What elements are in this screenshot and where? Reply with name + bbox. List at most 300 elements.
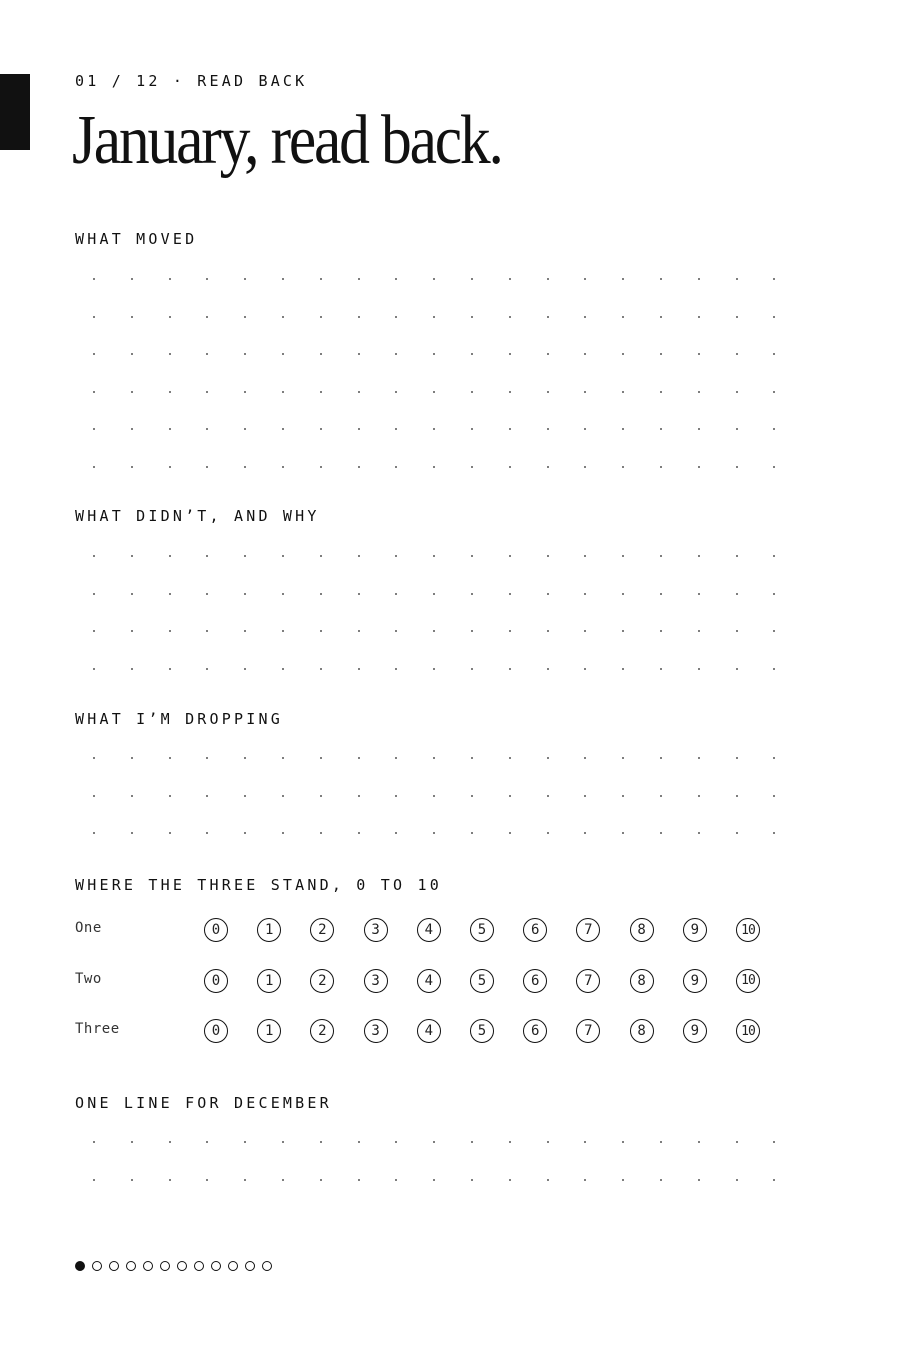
grid-dot: [206, 668, 208, 670]
page-dot-9[interactable]: [211, 1261, 221, 1271]
grid-dot: [622, 316, 624, 318]
grid-dot: [584, 1141, 586, 1143]
grid-dot: [433, 555, 435, 557]
score-option-3[interactable]: 3: [364, 1019, 388, 1043]
grid-dot: [698, 593, 700, 595]
grid-dot: [584, 757, 586, 759]
grid-dot: [206, 555, 208, 557]
grid-dot: [320, 1179, 322, 1181]
grid-dot: [244, 795, 246, 797]
grid-dot: [169, 668, 171, 670]
score-option-9[interactable]: 9: [683, 969, 707, 993]
grid-dot: [358, 316, 360, 318]
grid-dot: [471, 630, 473, 632]
score-option-5[interactable]: 5: [470, 918, 494, 942]
grid-dot: [358, 757, 360, 759]
grid-dot: [93, 757, 95, 759]
section-label-what-didnt: WHAT DIDN’T, AND WHY: [75, 507, 320, 525]
grid-dot: [471, 593, 473, 595]
grid-dot: [282, 832, 284, 834]
grid-dot: [547, 353, 549, 355]
score-option-6[interactable]: 6: [523, 969, 547, 993]
dot-line[interactable]: [75, 630, 787, 668]
grid-dot: [395, 428, 397, 430]
grid-dot: [169, 466, 171, 468]
grid-dot: [320, 795, 322, 797]
grid-dot: [93, 795, 95, 797]
score-option-2[interactable]: 2: [310, 969, 334, 993]
grid-dot: [547, 555, 549, 557]
dot-line[interactable]: [75, 353, 787, 391]
grid-dot: [698, 795, 700, 797]
grid-dot: [622, 555, 624, 557]
grid-dot: [547, 757, 549, 759]
grid-dot: [433, 593, 435, 595]
grid-dot: [395, 832, 397, 834]
grid-dot: [244, 428, 246, 430]
score-option-0[interactable]: 0: [204, 1019, 228, 1043]
grid-dot: [622, 593, 624, 595]
dot-line[interactable]: [75, 593, 787, 631]
page-dot-1[interactable]: [75, 1261, 85, 1271]
grid-dot: [622, 466, 624, 468]
grid-dot: [395, 555, 397, 557]
grid-dot: [698, 278, 700, 280]
grid-dot: [509, 316, 511, 318]
grid-dot: [93, 1179, 95, 1181]
grid-dot: [433, 353, 435, 355]
grid-dot: [131, 630, 133, 632]
grid-dot: [547, 668, 549, 670]
grid-dot: [169, 316, 171, 318]
grid-dot: [320, 832, 322, 834]
grid-dot: [282, 795, 284, 797]
grid-dot: [471, 391, 473, 393]
dot-line[interactable]: [75, 555, 787, 593]
grid-dot: [773, 391, 775, 393]
grid-dot: [244, 316, 246, 318]
page-dot-5[interactable]: [143, 1261, 153, 1271]
writing-area-december[interactable]: [75, 1141, 787, 1216]
score-option-1[interactable]: 1: [257, 1019, 281, 1043]
grid-dot: [320, 316, 322, 318]
grid-dot: [131, 593, 133, 595]
grid-dot: [206, 428, 208, 430]
grid-dot: [395, 593, 397, 595]
grid-dot: [509, 795, 511, 797]
grid-dot: [773, 1141, 775, 1143]
grid-dot: [320, 593, 322, 595]
grid-dot: [206, 593, 208, 595]
grid-dot: [698, 391, 700, 393]
grid-dot: [584, 555, 586, 557]
dot-line[interactable]: [75, 428, 787, 466]
grid-dot: [584, 466, 586, 468]
grid-dot: [622, 1179, 624, 1181]
score-option-6[interactable]: 6: [523, 1019, 547, 1043]
grid-dot: [169, 832, 171, 834]
grid-dot: [509, 1179, 511, 1181]
grid-dot: [471, 316, 473, 318]
score-option-10[interactable]: 10: [736, 1019, 760, 1043]
grid-dot: [698, 353, 700, 355]
grid-dot: [320, 353, 322, 355]
grid-dot: [433, 278, 435, 280]
grid-dot: [433, 316, 435, 318]
grid-dot: [206, 466, 208, 468]
grid-dot: [131, 466, 133, 468]
grid-dot: [547, 466, 549, 468]
grid-dot: [660, 757, 662, 759]
page-dot-12[interactable]: [262, 1261, 272, 1271]
grid-dot: [736, 795, 738, 797]
grid-dot: [169, 630, 171, 632]
grid-dot: [206, 757, 208, 759]
grid-dot: [509, 668, 511, 670]
grid-dot: [131, 391, 133, 393]
grid-dot: [622, 391, 624, 393]
grid-dot: [622, 795, 624, 797]
dot-line[interactable]: [75, 1179, 787, 1217]
grid-dot: [584, 278, 586, 280]
score-option-6[interactable]: 6: [523, 918, 547, 942]
grid-dot: [93, 466, 95, 468]
score-option-10[interactable]: 10: [736, 969, 760, 993]
grid-dot: [622, 353, 624, 355]
grid-dot: [660, 795, 662, 797]
grid-dot: [244, 1141, 246, 1143]
grid-dot: [471, 795, 473, 797]
grid-dot: [773, 757, 775, 759]
grid-dot: [320, 555, 322, 557]
grid-dot: [282, 1141, 284, 1143]
grid-dot: [584, 832, 586, 834]
grid-dot: [547, 1141, 549, 1143]
grid-dot: [131, 316, 133, 318]
score-option-7[interactable]: 7: [576, 969, 600, 993]
grid-dot: [395, 1179, 397, 1181]
grid-dot: [131, 353, 133, 355]
page-dot-8[interactable]: [194, 1261, 204, 1271]
grid-dot: [773, 466, 775, 468]
dot-line[interactable]: [75, 316, 787, 354]
grid-dot: [584, 630, 586, 632]
grid-dot: [395, 278, 397, 280]
grid-dot: [736, 630, 738, 632]
grid-dot: [773, 668, 775, 670]
page-dot-7[interactable]: [177, 1261, 187, 1271]
section-label-december: ONE LINE FOR DECEMBER: [75, 1094, 332, 1112]
grid-dot: [736, 316, 738, 318]
section-label-what-moved: WHAT MOVED: [75, 230, 198, 248]
grid-dot: [736, 391, 738, 393]
grid-dot: [282, 428, 284, 430]
score-option-1[interactable]: 1: [257, 918, 281, 942]
score-option-10[interactable]: 10: [736, 918, 760, 942]
grid-dot: [547, 630, 549, 632]
grid-dot: [93, 832, 95, 834]
grid-dot: [206, 1141, 208, 1143]
page-title: January, read back.: [72, 102, 502, 179]
grid-dot: [358, 832, 360, 834]
grid-dot: [206, 316, 208, 318]
grid-dot: [244, 278, 246, 280]
writing-area-what-moved[interactable]: [75, 278, 787, 503]
grid-dot: [358, 428, 360, 430]
grid-dot: [93, 593, 95, 595]
grid-dot: [509, 278, 511, 280]
grid-dot: [169, 1179, 171, 1181]
grid-dot: [169, 391, 171, 393]
grid-dot: [206, 391, 208, 393]
dot-line[interactable]: [75, 1141, 787, 1179]
page-dot-10[interactable]: [228, 1261, 238, 1271]
grid-dot: [584, 428, 586, 430]
grid-dot: [320, 757, 322, 759]
grid-dot: [433, 668, 435, 670]
grid-dot: [93, 428, 95, 430]
score-option-4[interactable]: 4: [417, 1019, 441, 1043]
grid-dot: [773, 832, 775, 834]
grid-dot: [282, 593, 284, 595]
grid-dot: [433, 428, 435, 430]
score-option-2[interactable]: 2: [310, 918, 334, 942]
grid-dot: [282, 466, 284, 468]
grid-dot: [93, 353, 95, 355]
grid-dot: [131, 555, 133, 557]
grid-dot: [169, 428, 171, 430]
dot-line[interactable]: [75, 466, 787, 504]
score-option-2[interactable]: 2: [310, 1019, 334, 1043]
score-option-4[interactable]: 4: [417, 918, 441, 942]
writing-area-what-didnt[interactable]: [75, 555, 787, 705]
dot-line[interactable]: [75, 757, 787, 795]
score-option-5[interactable]: 5: [470, 969, 494, 993]
grid-dot: [471, 1141, 473, 1143]
grid-dot: [660, 832, 662, 834]
grid-dot: [509, 353, 511, 355]
grid-dot: [244, 832, 246, 834]
grid-dot: [244, 466, 246, 468]
grid-dot: [320, 630, 322, 632]
grid-dot: [93, 555, 95, 557]
score-option-8[interactable]: 8: [630, 918, 654, 942]
grid-dot: [622, 668, 624, 670]
grid-dot: [282, 316, 284, 318]
grid-dot: [736, 832, 738, 834]
grid-dot: [736, 668, 738, 670]
grid-dot: [471, 668, 473, 670]
grid-dot: [433, 466, 435, 468]
grid-dot: [395, 466, 397, 468]
grid-dot: [547, 1179, 549, 1181]
grid-dot: [358, 1141, 360, 1143]
dot-line[interactable]: [75, 391, 787, 429]
grid-dot: [244, 391, 246, 393]
grid-dot: [93, 278, 95, 280]
grid-dot: [395, 630, 397, 632]
score-row-one: [75, 918, 775, 946]
grid-dot: [660, 630, 662, 632]
grid-dot: [509, 630, 511, 632]
grid-dot: [584, 668, 586, 670]
grid-dot: [736, 428, 738, 430]
grid-dot: [773, 795, 775, 797]
grid-dot: [395, 353, 397, 355]
grid-dot: [660, 593, 662, 595]
grid-dot: [773, 316, 775, 318]
grid-dot: [320, 466, 322, 468]
page-dot-4[interactable]: [126, 1261, 136, 1271]
score-row-three: [75, 1019, 775, 1047]
grid-dot: [358, 1179, 360, 1181]
grid-dot: [509, 466, 511, 468]
grid-dot: [320, 278, 322, 280]
section-label-dropping: WHAT I’M DROPPING: [75, 710, 283, 728]
grid-dot: [622, 832, 624, 834]
grid-dot: [584, 795, 586, 797]
grid-dot: [509, 593, 511, 595]
grid-dot: [584, 593, 586, 595]
grid-dot: [433, 630, 435, 632]
score-option-9[interactable]: 9: [683, 1019, 707, 1043]
grid-dot: [433, 757, 435, 759]
grid-dot: [584, 353, 586, 355]
grid-dot: [131, 1141, 133, 1143]
grid-dot: [471, 1179, 473, 1181]
grid-dot: [358, 466, 360, 468]
grid-dot: [471, 278, 473, 280]
grid-dot: [206, 630, 208, 632]
month-tab-marker: [0, 74, 30, 150]
grid-dot: [547, 391, 549, 393]
grid-dot: [584, 1179, 586, 1181]
grid-dot: [169, 353, 171, 355]
grid-dot: [773, 428, 775, 430]
dot-line[interactable]: [75, 795, 787, 833]
grid-dot: [509, 391, 511, 393]
score-option-3[interactable]: 3: [364, 918, 388, 942]
grid-dot: [244, 353, 246, 355]
grid-dot: [131, 668, 133, 670]
grid-dot: [206, 795, 208, 797]
score-option-9[interactable]: 9: [683, 918, 707, 942]
grid-dot: [736, 278, 738, 280]
page-dot-2[interactable]: [92, 1261, 102, 1271]
grid-dot: [736, 757, 738, 759]
page-dot-11[interactable]: [245, 1261, 255, 1271]
grid-dot: [622, 757, 624, 759]
grid-dot: [547, 593, 549, 595]
score-option-8[interactable]: 8: [630, 969, 654, 993]
grid-dot: [773, 278, 775, 280]
grid-dot: [622, 428, 624, 430]
grid-dot: [131, 428, 133, 430]
grid-dot: [622, 278, 624, 280]
grid-dot: [395, 795, 397, 797]
section-label-three-stand: WHERE THE THREE STAND, 0 TO 10: [75, 876, 442, 894]
grid-dot: [320, 428, 322, 430]
score-option-1[interactable]: 1: [257, 969, 281, 993]
grid-dot: [698, 630, 700, 632]
grid-dot: [698, 1141, 700, 1143]
grid-dot: [169, 555, 171, 557]
grid-dot: [773, 555, 775, 557]
score-option-4[interactable]: 4: [417, 969, 441, 993]
grid-dot: [131, 832, 133, 834]
grid-dot: [660, 1141, 662, 1143]
grid-dot: [698, 428, 700, 430]
dot-line[interactable]: [75, 832, 787, 870]
grid-dot: [282, 1179, 284, 1181]
grid-dot: [736, 1179, 738, 1181]
grid-dot: [622, 630, 624, 632]
grid-dot: [282, 668, 284, 670]
grid-dot: [471, 353, 473, 355]
page-dot-6[interactable]: [160, 1261, 170, 1271]
score-option-7[interactable]: 7: [576, 1019, 600, 1043]
grid-dot: [660, 466, 662, 468]
grid-dot: [282, 630, 284, 632]
grid-dot: [736, 353, 738, 355]
grid-dot: [93, 316, 95, 318]
score-option-5[interactable]: 5: [470, 1019, 494, 1043]
grid-dot: [471, 832, 473, 834]
grid-dot: [509, 757, 511, 759]
dot-line[interactable]: [75, 668, 787, 706]
grid-dot: [169, 593, 171, 595]
grid-dot: [395, 1141, 397, 1143]
grid-dot: [93, 668, 95, 670]
grid-dot: [244, 630, 246, 632]
grid-dot: [433, 391, 435, 393]
dot-line[interactable]: [75, 278, 787, 316]
score-option-0[interactable]: 0: [204, 918, 228, 942]
grid-dot: [660, 353, 662, 355]
grid-dot: [736, 555, 738, 557]
grid-dot: [244, 593, 246, 595]
grid-dot: [509, 832, 511, 834]
grid-dot: [622, 1141, 624, 1143]
score-option-0[interactable]: 0: [204, 969, 228, 993]
score-row-label: One: [75, 920, 102, 936]
grid-dot: [395, 391, 397, 393]
grid-dot: [471, 757, 473, 759]
grid-dot: [206, 278, 208, 280]
grid-dot: [547, 428, 549, 430]
grid-dot: [358, 353, 360, 355]
grid-dot: [282, 555, 284, 557]
grid-dot: [698, 1179, 700, 1181]
grid-dot: [358, 795, 360, 797]
page-dot-3[interactable]: [109, 1261, 119, 1271]
grid-dot: [773, 353, 775, 355]
score-option-3[interactable]: 3: [364, 969, 388, 993]
score-option-7[interactable]: 7: [576, 918, 600, 942]
score-row-label: Three: [75, 1021, 120, 1037]
grid-dot: [282, 278, 284, 280]
grid-dot: [395, 316, 397, 318]
writing-area-dropping[interactable]: [75, 757, 787, 870]
grid-dot: [433, 832, 435, 834]
grid-dot: [660, 555, 662, 557]
grid-dot: [698, 757, 700, 759]
grid-dot: [244, 668, 246, 670]
grid-dot: [282, 757, 284, 759]
score-option-8[interactable]: 8: [630, 1019, 654, 1043]
grid-dot: [773, 630, 775, 632]
grid-dot: [169, 278, 171, 280]
